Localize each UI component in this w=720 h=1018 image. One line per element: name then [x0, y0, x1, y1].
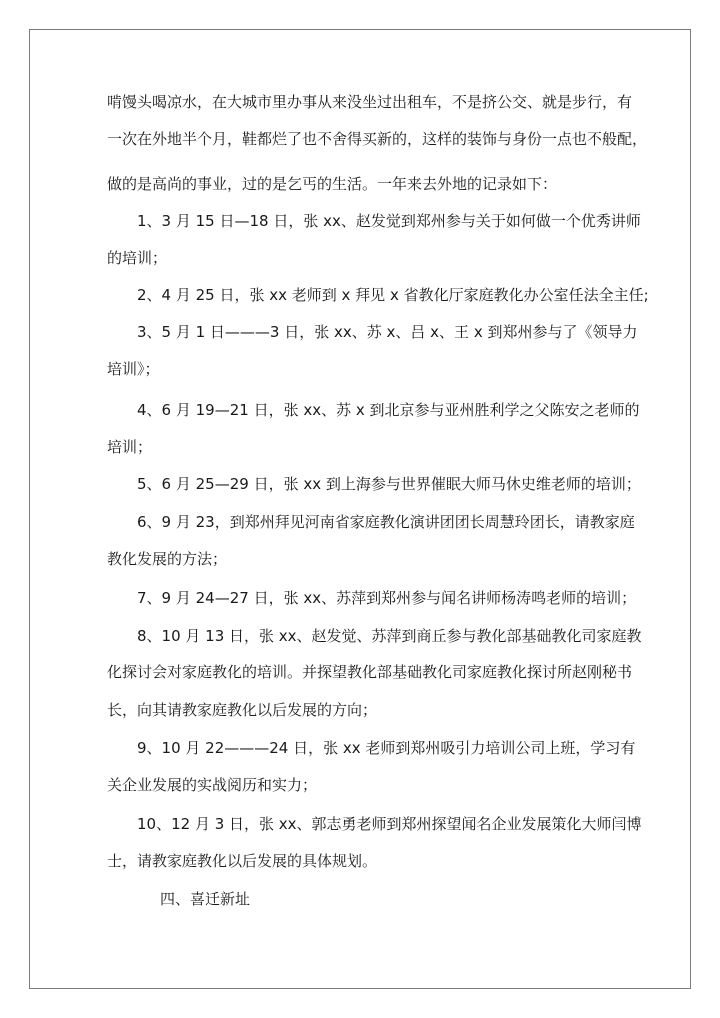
- text-line: 培训》；: [107, 360, 160, 378]
- text-line: 长，向其请教家庭教化以后发展的方向；: [107, 701, 378, 719]
- list-item-6: 6、9 月 23，到郑州拜见河南省家庭教化演讲团团长周慧玲团长，请教家庭: [137, 513, 635, 531]
- list-item-3: 3、5 月 1 日———3 日，张 xx、苏 x、吕 x、王 x 到郑州参与了《领导力: [137, 323, 638, 341]
- text-line: 培训；: [107, 438, 153, 456]
- list-item-7: 7、9 月 24—27 日，张 xx、苏萍到郑州参与闻名讲师杨涛鸣老师的培训；: [137, 589, 637, 607]
- list-item-10: 10、12 月 3 日，张 xx、郭志勇老师到郑州探望闻名企业发展策化大师闫博: [137, 815, 642, 833]
- page-border: [29, 29, 691, 989]
- list-item-8: 8、10 月 13 日，张 xx、赵发觉、苏萍到商丘参与教化部基础教化司家庭教: [137, 627, 642, 645]
- text-line: 做的是高尚的事业，过的是乞丐的生活。一年来去外地的记录如下：: [107, 175, 558, 193]
- list-item-9: 9、10 月 22———24 日，张 xx 老师到郑州吸引力培训公司上班，学习有: [137, 739, 636, 757]
- list-item-2: 2、4 月 25 日，张 xx 老师到 x 拜见 x 省教化厅家庭教化办公室任法全主任;: [137, 286, 649, 304]
- text-line: 教化发展的方法；: [107, 550, 228, 568]
- text-line: 一次在外地半个月，鞋都烂了也不舍得买新的，这样的装饰与身份一点也不般配，: [107, 130, 648, 148]
- text-line: 化探讨会对家庭教化的培训。并探望教化部基础教化司家庭教化探讨所赵刚秘书: [107, 663, 633, 681]
- list-item-1: 1、3 月 15 日—18 日，张 xx、赵发觉到郑州参与关于如何做一个优秀讲师: [137, 212, 641, 230]
- text-line: 关企业发展的实战阅历和实力；: [107, 776, 318, 794]
- text-line: 的培训；: [107, 249, 168, 267]
- list-item-4: 4、6 月 19—21 日，张 xx、苏 x 到北京参与亚州胜利学之父陈安之老师的: [137, 401, 640, 419]
- text-line: 士，请教家庭教化以后发展的具体规划。: [107, 852, 378, 870]
- section-heading: 四、喜迁新址: [160, 890, 251, 908]
- text-line: 啃馒头喝凉水，在大城市里办事从来没坐过出租车，不是挤公交、就是步行，有: [107, 93, 633, 111]
- list-item-5: 5、6 月 25—29 日，张 xx 到上海参与世界催眠大师马休史维老师的培训；: [137, 475, 641, 493]
